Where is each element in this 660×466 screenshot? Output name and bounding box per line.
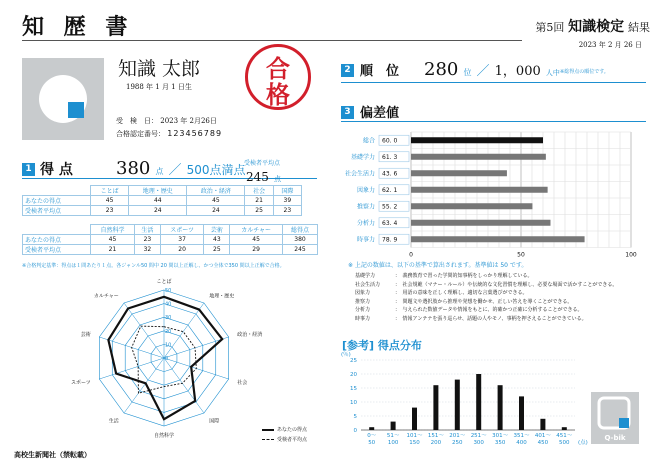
table-header-cell: 生活 [135,225,161,235]
deviation-bar [411,236,585,242]
distribution-bar [455,380,460,430]
exam-date-label: 受 検 日： [116,117,158,125]
table-cell: 25 [204,245,230,255]
table-header-row [23,225,318,235]
distribution-bar [476,374,481,430]
table-corner [23,186,91,196]
pass-criteria-note: ※合格判定基準：得点は１問あたり１点。各ジャンル50 問中 20 問以上正解し、かつ全体で350 問以上正解で合格。 [22,263,285,269]
candidate-name: 知識 太郎 [118,58,201,80]
table-cell: 29 [230,245,283,255]
definition-row [355,281,645,290]
stamp-text-bottom: 格 [266,81,290,109]
x-tick-label: 200 [430,440,442,446]
radar-tick-label: 30 [165,315,172,322]
table-header-cell: ことば [91,186,129,196]
x-tick-label: 0 [409,251,413,258]
legend-you-label: あなたの得点 [277,427,308,433]
score-unit: 点 [155,167,164,176]
x-tick-label: 450 [537,440,549,446]
radar-axis-label: 国際 [209,418,220,425]
definition-term: 図象力 [355,290,371,297]
deviation-bar [411,187,548,193]
legend-avg [262,436,307,443]
distribution-bar [369,427,374,430]
y-tick-label: 15 [350,386,357,392]
x-tick-label: 301～ [492,433,509,439]
y-tick-label: 25 [350,358,357,364]
table-cell: 21 [91,245,135,255]
x-tick-label: 201～ [449,433,466,439]
radar-chart [60,274,280,449]
radar-axis-label: 政治・経済 [237,332,263,339]
row-label: 受検者平均点 [23,245,91,255]
table-cell: 45 [91,196,129,206]
radar-axis-label: カルチャー [93,293,119,300]
score-table-2 [22,224,318,255]
score-title: 得 点 [40,162,73,178]
section-2-number: 2 [341,64,354,77]
definition-row [355,272,645,281]
definition-colon: ： [395,290,403,297]
distribution-bar [562,427,567,430]
deviation-bar [411,154,546,160]
score-max: 500点満点 [186,163,246,177]
value-label: 55. 2 [382,203,398,211]
table-header-cell: 自然科学 [91,225,135,235]
rank-total-unit: 人中 [545,69,560,77]
value-label: 60. 0 [382,137,398,145]
radar-axis-label: 生活 [108,418,119,425]
radar-axis-label: 自然科学 [153,433,175,439]
table-header-cell: 政治・経済 [187,186,245,196]
category-label: 分析力 [356,219,375,227]
table-header-cell: 地理・歴史 [129,186,187,196]
value-label: 62. 1 [382,186,398,194]
deviation-bar [411,170,507,176]
definition-row [355,315,645,324]
distribution-bar [498,385,503,430]
distribution-chart [341,350,591,455]
table-cell: 39 [273,196,301,206]
header-rule [22,40,522,41]
qbik-logo-text: Q-bik [604,434,626,442]
qbik-logo-icon [591,392,639,432]
x-tick-label: 350 [494,440,506,446]
avatar [22,58,104,140]
legend-you [262,426,307,433]
legend-you-swatch [262,429,274,431]
definition-colon: ： [395,315,403,322]
distribution-bar [412,408,417,430]
q-logo-icon [22,58,104,140]
x-unit-label: (点) [578,440,588,446]
table-row [23,235,318,245]
radar-tick-label: 40 [165,301,172,308]
definition-colon: ： [395,307,403,314]
exam-date-value: 2023 年 2月26日 [160,117,217,125]
radar-tick-label: 20 [165,328,172,335]
y-unit-label: (％) [341,352,351,358]
avg-unit: 点 [274,175,281,183]
radar-tick-label: 0 [165,356,169,362]
x-tick-label: 401～ [534,433,551,439]
stamp-text-top: 合 [266,55,290,83]
table-cell: 23 [135,235,161,245]
publisher: 高校生新聞社（禁転載） [14,451,91,459]
avg-value: 245 [246,170,269,184]
definition-text: 問題文や選択肢から推理や発想を働かせ、正しい答えを導くことができる。 [402,298,573,305]
table-cell: 44 [129,196,187,206]
x-tick-label: 51～ [386,433,400,439]
table-header-cell: 社会 [245,186,273,196]
exam-date-row [116,116,217,126]
table-header-cell: 国際 [273,186,301,196]
table-header-cell: スポーツ [160,225,204,235]
definition-text: 情報アンテナを張り巡らせ、話題の人やモノ、事柄を押さえることができている。 [402,315,587,322]
radar-spoke [164,337,229,358]
x-tick-label: 351～ [513,433,530,439]
y-tick-label: 10 [350,400,357,406]
table-cell: 45 [91,235,135,245]
radar-spoke [164,358,204,413]
row-label: あなたの得点 [23,196,91,206]
y-tick-label: 5 [353,414,357,420]
radar-legend [262,426,307,443]
x-tick-label: 500 [559,440,570,446]
category-label: 社会生活力 [344,170,375,178]
rank-slash: ／ [476,64,490,79]
deviation-title: 偏差値 [360,106,400,121]
row-label: あなたの得点 [23,235,91,245]
rank-note: ※総得点の順位です。 [560,69,609,75]
table-cell: 20 [160,245,204,255]
x-tick-label: 151～ [427,433,444,439]
score-table-1 [22,185,302,216]
value-label: 78. 9 [382,236,398,244]
legend-avg-label: 受検者平均点 [277,437,308,443]
radar-tick-label: 50 [165,288,172,294]
x-tick-label: 150 [409,440,420,446]
distribution-bar [519,396,524,430]
row-label: 受検者平均点 [23,206,91,216]
qbik-logo [591,392,639,444]
x-tick-label: 101～ [406,433,423,439]
table-header-cell: 芸術 [204,225,230,235]
rank-value-row [424,59,560,80]
definitions-list [355,272,645,324]
radar-axis-label: 芸術 [80,332,91,339]
table-cell: 23 [91,206,129,216]
cert-number-value: 123456789 [167,129,223,138]
exam-round: 第5回 [535,21,565,34]
distribution-bar [433,385,438,430]
birth-date: 1988 年 1 月 1 日生 [126,83,192,91]
table-cell: 245 [283,245,318,255]
category-label: 時事力 [356,236,375,244]
deviation-bar [411,220,550,226]
x-tick-label: 250 [452,440,463,446]
distribution-title: [参考] 得点分布 [342,339,422,352]
table-cell: 24 [187,206,245,216]
x-tick-label: 50 [517,251,525,258]
definition-term: 推察力 [355,298,371,305]
table-corner [23,225,91,235]
x-tick-label: 251～ [470,433,487,439]
avg-label: 受検者平均点 [244,160,281,167]
table-cell: 25 [245,206,273,216]
deviation-chart [341,128,646,258]
table-cell: 380 [283,235,318,245]
definition-colon: ： [395,281,403,288]
x-tick-label: 100 [625,251,637,258]
deviation-bar [411,137,543,143]
x-tick-label: 300 [473,440,484,446]
rank-value: 280 [424,59,459,80]
section-3-number: 3 [341,106,354,119]
radar-spoke [124,303,164,358]
x-tick-label: 50 [368,440,376,446]
table-row [23,196,302,206]
exam-suffix: 結果 [628,21,650,34]
category-label: 推察力 [356,203,375,211]
score-slash: ／ [168,163,182,178]
definition-colon: ： [395,298,403,305]
definition-row [355,289,645,298]
x-tick-label: 400 [516,440,527,446]
rank-title: 順 位 [360,64,400,79]
radar-tick-label: 10 [165,342,172,349]
page-title: 知 歴 書 [22,14,134,40]
radar-axis-label: ことば [156,279,172,285]
category-label: 総合 [362,137,375,145]
table-cell: 23 [273,206,301,216]
radar-axis-label: スポーツ [70,379,91,386]
distribution-bar [540,419,545,430]
rank-unit: 位 [463,68,472,77]
table-cell: 37 [160,235,204,245]
value-label: 61. 3 [382,153,398,161]
score-value-row [116,158,246,179]
table-cell: 24 [129,206,187,216]
definition-term: 時事力 [355,315,371,322]
table-cell: 43 [204,235,230,245]
radar-axis-label: 社会 [237,379,248,386]
section-1-number: 1 [22,163,35,176]
definition-row [355,298,645,307]
x-tick-label: 100 [387,440,399,446]
rank-rule [341,82,646,83]
definition-text: 与えられた数値データや情報をもとに、的確かつ正確に分析することができる。 [402,307,583,314]
radar-spoke [99,358,164,379]
exam-heading [535,16,650,36]
table-cell: 21 [245,196,273,206]
table-header-row [23,186,302,196]
definition-colon: ： [395,273,403,279]
table-row [23,245,318,255]
y-tick-label: 20 [350,372,357,378]
definition-term: 分析力 [355,307,371,314]
table-header-cell: 総得点 [283,225,318,235]
definition-row [355,306,645,315]
table-cell: 32 [135,245,161,255]
exam-name: 知識検定 [568,19,625,35]
avg-value-row [246,166,281,185]
deviation-rule [341,121,646,122]
cert-number-row [116,129,222,139]
definition-text: 社会規範（マナー・ルール）や伝統的な文化習慣を理解し、必要な場面で活かすことができる。 [402,281,618,288]
definition-term: 基礎学力 [355,273,376,279]
x-tick-label: 451～ [556,433,573,439]
definition-text: 義務教育で習った学問的知事柄をしっかり理解している。 [402,273,533,279]
header-date: 2023 年 2 月 26 日 [578,41,642,49]
distribution-bar [391,422,396,430]
deviation-note: ※ 上記の数値は、以下の基準で算出されます。基準値は 50 です。 [348,262,528,269]
score-value: 380 [116,158,151,179]
table-cell: 45 [187,196,245,206]
radar-axis-label: 地理・歴史 [209,293,235,300]
cert-number-label: 合格認定番号： [116,130,165,138]
table-cell: 45 [230,235,283,245]
definition-term: 社会生活力 [355,281,381,288]
x-tick-label: 0～ [367,433,377,439]
value-label: 43. 6 [382,170,398,178]
legend-avg-swatch [262,439,274,440]
table-row [23,206,302,216]
radar-spoke [124,358,164,413]
value-label: 63. 4 [382,219,398,227]
table-header-cell: カルチャー [230,225,283,235]
rank-total: 1，000 [494,64,541,79]
category-label: 基礎学力 [350,153,375,161]
deviation-bar [411,203,532,209]
pass-stamp [245,44,311,110]
definition-text: 用語の意味を正しく理解し、適切な言葉選びができる。 [402,290,528,297]
y-tick-label: 0 [353,428,357,434]
category-label: 図象力 [356,186,375,194]
